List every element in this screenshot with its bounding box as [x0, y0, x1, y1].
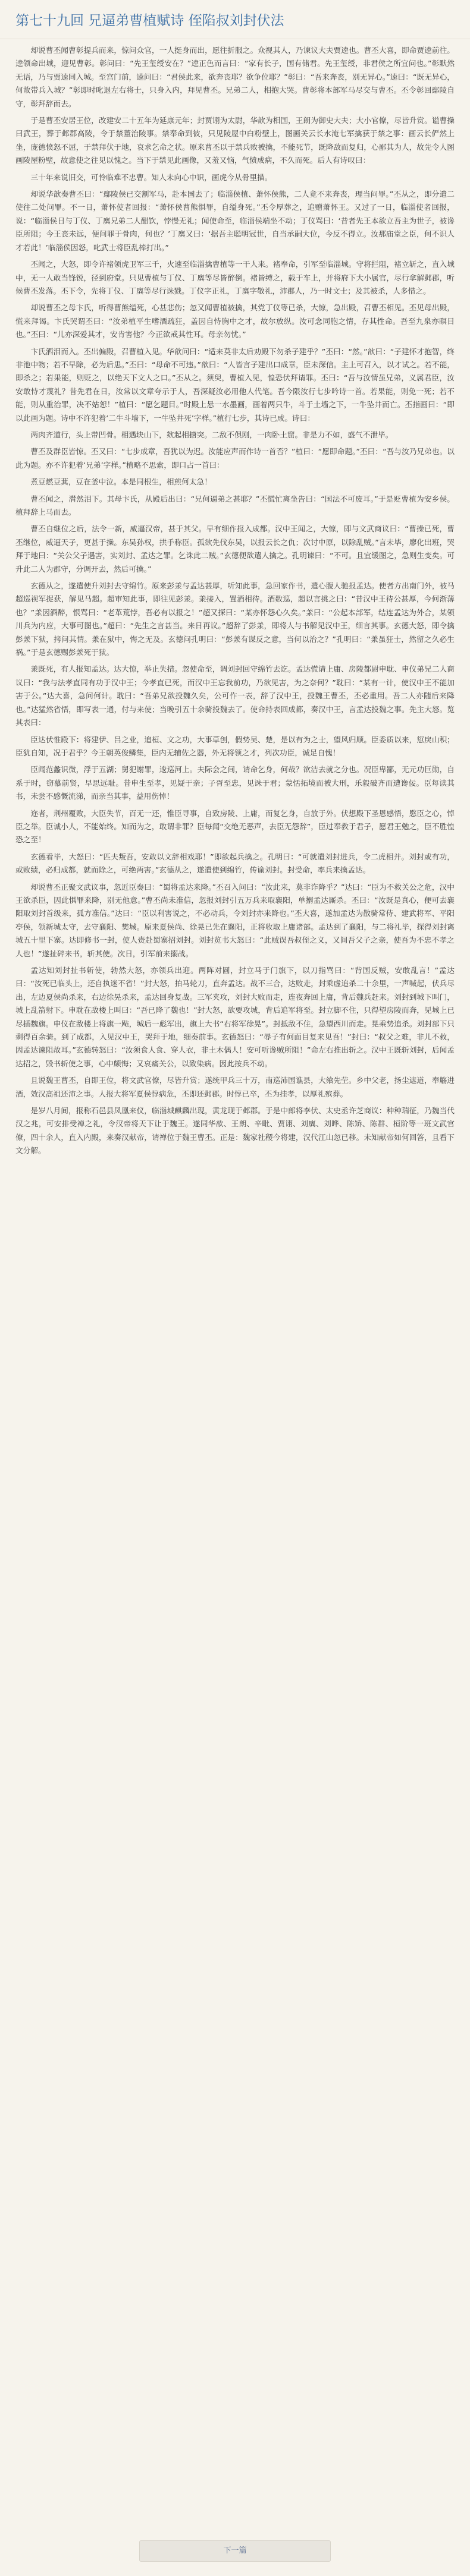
paragraph: 羕既死，有人报知孟达。达大惊，举止失措。忽使命至，调刘封回守绵竹去讫。孟达慌请上庸、房陵都尉申耽、申仪弟兄二人商议曰：“我与法孝直同有功于汉中王；今孝直已死，而汉中王忘我前功，乃欲见害，为之奈何？”耽曰：“某有一计，使汉中王不能加害于公。”达大喜，急问何计。耽曰：“吾弟兄欲投魏久矣，公可作一表，辞了汉中王，投魏王曹丕，丕必重用。吾二人亦随后来降也。”达猛然省悟，即写表一通，付与来使；当晚引五十余骑投魏去了。使命持表回成都，奏汉中王，言孟达投魏之事。先主大怒。览其表曰： [15, 665, 455, 728]
footer-navigation [0, 2537, 470, 2565]
poem-paragraph: 煮豆燃豆萁，豆在釜中泣。本是同根生，相煎何太急！ [30, 477, 212, 487]
paragraph: 卞氏洒泪而入。丕出偏殿，召曹植入见。华歆问曰：“适来莫非太后劝殿下勿杀子建乎？”丕曰：“然。”歆曰：“子建怀才抱智，终非池中物；若不早除，必为后患。”丕曰：“母命不可违。”歆曰：“人皆言子建出口成章，臣未深信。主上可召入，以才试之。若不能，即杀之；若果能，则贬之，以绝天下文人之口。”丕从之。须臾，曹植入见，惶恐伏拜请罪。丕曰：“吾与汝情虽兄弟，义属君臣，汝安敢恃才蔑礼？昔先君在日，汝常以文章夸示于人，吾深疑汝必用他人代笔。吾今限汝行七步吟诗一首。若果能，则免一死；若不能，则从重治罪，决不姑恕！”植曰：“愿乞题目。”时殿上悬一水墨画，画着两只牛，斗于土墙之下，一牛坠井而亡。丕指画曰：“即以此画为题。诗中不许犯着‘二牛斗墙下，一牛坠井死’字样。”植行七步，其诗已成。诗曰： [15, 347, 455, 423]
next-chapter-button[interactable]: 下一篇 [139, 2540, 331, 2562]
paragraph: 曹丕闻之，潸然泪下。其母卞氏，从殿后出曰：“兄何逼弟之甚耶？”丕慌忙离坐告曰：“国法不可废耳。”于是贬曹植为安乡侯。植拜辞上马而去。 [15, 494, 455, 517]
memorial-paragraph: 臣闻范蠡识微，浮于五湖；舅犯谢罪，逡巡河上。夫际会之间，请命乞身，何哉？欲洁去就之分也。况臣卑鄙，无元功巨勋，自系于时，窃慕前贤，早思远耻。昔申生至孝，见疑于亲；子胥至忠，见诛于君；蒙恬拓境而被大刑，乐毅破齐而遭谗佞。臣每读其书，未尝不感慨流涕，而亲当其事，益用伤悼！ [15, 765, 455, 801]
chapter-content [0, 39, 470, 1158]
paragraph: 玄德从之，遂遣使升刘封去守绵竹。原来彭羕与孟达甚厚，听知此事，急回家作书，遣心腹人驰报孟达。使者方出南门外，被马超巡视军捉获，解见马超。超审知此事，即往见彭羕。羕接入，置酒相待。酒数巡，超以言挑之曰：“昔汉中王待公甚厚，今何渐薄也？”羕因酒醉，恨骂曰：“老革荒悖，吾必有以报之！”超又探曰：“某亦怀怨心久矣。”羕曰：“公起本部军，结连孟达为外合，某领川兵为内应，大事可图也。”超曰：“先生之言甚当。来日再议。”超辞了彭羕，即将人与书解见汉中王，细言其事。玄德大怒，即令擒彭羕下狱，拷问其情。羕在狱中，悔之无及。玄德问孔明曰：“彭羕有谋反之意，当何以治之？”孔明曰：“羕虽狂士，然留之久必生祸。”于是玄德赐彭羕死于狱。 [15, 581, 455, 657]
paragraph: 却说曹丕正聚文武议事，忽近臣奏曰：“蜀将孟达来降。”丕召入问曰：“汝此来，莫非诈降乎？”达曰：“臣为不救关公之危，汉中王欲杀臣，因此惧罪来降，别无他意。”曹丕尚未准信，忽报刘封引五万兵来取襄阳，单搦孟达厮杀。丕曰：“汝既是真心，便可去襄阳取刘封首级来，孤方准信。”达曰：“臣以利害说之，不必动兵，令刘封亦来降也。”丕大喜，遂加孟达为散骑常侍、建武将军、平阳亭侯，领新城太守，去守襄阳、樊城。原来夏侯尚、徐晃已先在襄阳，正将收取上庸诸部。孟达到了襄阳，与二将礼毕，探得刘封离城五十里下寨。达即修书一封，使人赍赴蜀寨招刘封。刘封览书大怒曰：“此贼误吾叔侄之义，又间吾父子之亲，使吾为不忠不孝之人也！”遂扯碎来书，斩其使。次日，引军前来搦战。 [15, 882, 455, 958]
paragraph: 曹丕自继位之后，法令一新，威逼汉帝，甚于其父。早有细作报入成都。汉中王闻之，大惊，即与文武商议曰：“曹操已死，曹丕继位，威逼天子，更甚于操。东吴孙权，拱手称臣。孤欲先伐东吴，以报云长之仇；次讨中原，以除乱贼。”言未毕，廖化出班，哭拜于地曰：“关公父子遇害，实刘封、孟达之罪。乞诛此二贼。”玄德便欲遣人擒之。孔明谏曰：“不可。且宜缓图之，急则生变矣。可升此二人为郡守，分调开去，然后可擒。” [15, 524, 455, 574]
chapter-title: 第七十九回 兄逼弟曹植赋诗 侄陷叔刘封伏法 [15, 13, 284, 29]
paragraph: 玄德看毕，大怒曰：“匹夫叛吾，安敢以文辞相戏耶！”即欲起兵擒之。孔明曰：“可就遣刘封进兵，令二虎相并。刘封或有功，或败绩，必归成都，就而除之，可绝两害。”玄德从之，遂遣使到绵竹，传谕刘封。封受命，率兵来擒孟达。 [15, 852, 455, 875]
poem-paragraph: 两肉齐道行，头上带凹骨。相遇块山下，欻起相搪突。二敌不俱刚，一肉卧土窟。非是力不如，盛气不泄毕。 [30, 430, 393, 439]
paragraph: 却说曹丕闻曹彰提兵而来，惊问众官，一人挺身而出，愿往折服之。众视其人，乃谏议大夫贾逵也。曹丕大喜，即命贾逵前往。逵领命出城，迎见曹彰。彰问曰：“先王玺绶安在？”逵正色而言曰：“家有长子，国有储君。先王玺绶，非君侯之所宜问也。”彰默然无语，乃与贾逵同入城。至宫门前，逵问曰：“君侯此来，欲奔丧耶？欲争位耶？”彰曰：“吾来奔丧，别无异心。”逵曰：“既无异心，何故带兵入城？”彰即时叱退左右将士，只身入内，拜见曹丕。兄弟二人，相抱大哭。曹彰将本部军马尽交与曹丕。丕令彰回鄢陵自守，彰拜辞而去。 [15, 46, 455, 108]
paragraph: 是岁八月间，报称石邑县凤凰来仪，临淄城麒麟出现，黄龙现于邺郡。于是中郎将李伏、太史丞许芝商议：种种瑞征，乃魏当代汉之兆，可安排受禅之礼，令汉帝将天下让于魏王。遂同华歆、王朗、辛毗、贾诩、刘廙、刘晔、陈矫、陈群、桓阶等一班文武官僚，四十余人，直入内殿，来奏汉献帝，请禅位于魏王曹丕。正是：魏家社稷今将建，汉代江山忽已移。未知献帝如何回答，且看下文分解。 [15, 1106, 455, 1155]
paragraph: 曹丕及群臣皆惊。丕又曰：“七步成章，吾犹以为迟。汝能应声而作诗一首否？”植曰：“愿即命题。”丕曰：“吾与汝乃兄弟也。以此为题。亦不许犯着‘兄弟’字样。”植略不思索，即口占一首曰： [15, 447, 455, 470]
paragraph: 却说曹丕之母卞氏，听得曹熊缢死，心甚悲伤；忽又闻曹植被擒，其党丁仪等已杀，大惊，急出殿，召曹丕相见。丕见母出殿，慌来拜谒。卞氏哭谓丕曰：“汝弟植平生嗜酒疏狂，盖因自恃胸中之才，故尔放纵。汝可念同胞之情，存其性命。吾至九泉亦瞑目也。”丕曰：“儿亦深爱其才，安肯害他？今正欲戒其性耳。母亲勿忧。” [15, 303, 455, 339]
memorial-paragraph: 臣达伏惟殿下：将建伊、吕之业，追桓、文之功，大事草创，假势吴、楚，是以有为之士，望风归顺。臣委质以来，愆戾山积；臣犹自知，况于君乎？今王朝英俊鳞集，臣内无辅佐之器，外无将领之才，列次功臣，诚足自愧！ [15, 735, 455, 757]
poem-paragraph: 三十年来说旧交，可怜临难不忠曹。知人未向心中识，画虎今从骨里描。 [30, 172, 272, 182]
chapter-header [0, 0, 470, 39]
paragraph: 孟达知刘封扯书斩使，勃然大怒，亦领兵出迎。两阵对圆，封立马于门旗下，以刀指骂曰：“背国反贼，安敢乱言！”孟达曰：“汝死已临头上，还自执迷不省！”封大怒，拍马轮刀，直奔孟达。战不三合，达败走，封乘虚追杀二十余里，一声喊起，伏兵尽出，左边夏侯尚杀来，右边徐晃杀来，孟达回身复战。三军夹攻，刘封大败而走，连夜奔回上庸，背后魏兵赶来。刘封到城下叫门，城上乱箭射下。申耽在敌楼上叫曰：“吾已降了魏也！”封大怒，欲要攻城，背后追军将至。封立脚不住，只得望房陵而奔，见城上已尽插魏旗。申仪在敌楼上将旗一飐，城后一彪军出，旗上大书“右将军徐晃”。封抵敌不住，急望西川而走。晃乘势追杀。刘封部下只剩得百余骑。到了成都，入见汉中王，哭拜于地，细奏前事。玄德怒曰：“辱子有何面目复来见吾！”封曰：“叔父之难，非儿不救，因孟达谏阻故耳。”玄德转怒曰：“汝须食人食、穿人衣，非土木偶人！安可听谗贼所阻！”命左右推出斩之。汉中王既斩刘封，后闻孟达招之，毁书斩使之事，心中颇悔；又哀痛关公，以致染病。因此按兵不动。 [15, 966, 455, 1068]
paragraph: 却说华歆奏曹丕曰：“鄢陵侯已交割军马，赴本国去了；临淄侯植、萧怀侯熊，二人竟不来奔丧，理当问罪。”丕从之，即分遣二使往二处问罪。不一日，萧怀使者回报：“萧怀侯曹熊惧罪，自缢身死。”丕令厚葬之，追赠萧怀王。又过了一日，临淄使者回报，说：“临淄侯日与丁仪、丁廙兄弟二人酣饮，悖慢无礼；闻使命至，临淄侯端坐不动；丁仪骂曰：‘昔者先王本欲立吾主为世子，被谗臣所阻；今王丧未远，便问罪于骨肉，何也？’丁廙又曰：‘据吾主聪明冠世，自当承嗣大位，今反不得立。汝那庙堂之臣，何不识人才若此！’临淄侯因怒，叱武士将臣乱棒打出。” [15, 190, 455, 252]
paragraph: 且说魏王曹丕，自即王位，将文武官僚，尽皆升赏；遂统甲兵三十万，南巡沛国谯县，大飨先茔。乡中父老，扬尘遮道，奉觞进酒，效汉高祖还沛之事。人报大将军夏侯惇病危，丕即还邺郡。时惇已卒，丕为挂孝，以厚礼殡葬。 [15, 1076, 455, 1098]
memorial-paragraph: 迩者，荆州覆败，大臣失节，百无一还，惟臣寻事，自致房陵、上庸，而复乞身，自放于外。伏想殿下圣恩感悟，愍臣之心，悼臣之举。臣诚小人，不能始终。知而为之，敢谓非罪？臣每闻“交绝无恶声，去臣无怨辞”，臣过奉教于君子，愿君王勉之，臣不胜惶恐之至！ [15, 808, 455, 845]
paragraph: 丕闻之，大怒，即令许褚领虎卫军三千，火速至临淄擒曹植等一干人来。褚奉命，引军至临淄城。守将拦阻，褚立斩之，直入城中，无一人敢当锋锐，径到府堂。只见曹植与丁仪、丁廙等尽皆醉倒。褚皆缚之，载于车上，并将府下大小属官，尽行拿解邺郡，听候曹丕发落。丕下令，先将丁仪、丁廙等尽行诛戮。丁仪字正礼，丁廙字敬礼，沛郡人，乃一时文士；及其被杀，人多惜之。 [15, 260, 455, 295]
paragraph: 于是曹丕安居王位，改建安二十五年为延康元年；封贾诩为太尉，华歆为相国，王朗为御史大夫；大小官僚，尽皆升赏。谥曹操曰武王，葬于邺郡高陵，令于禁董治陵事。禁奉命到彼，只见陵屋中白粉壁上，图画关云长水淹七军擒获于禁之事：画云长俨然上坐，庞德愤怒不屈，于禁拜伏于地，哀求乞命之状。原来曹丕以于禁兵败被擒，不能死节，既降敌而复归，心鄙其为人，故先令人图画陵屋粉壁，故意使之往见以愧之。当下于禁见此画像，又羞又恼，气愤成病，不久而死。后人有诗叹曰： [15, 116, 455, 165]
